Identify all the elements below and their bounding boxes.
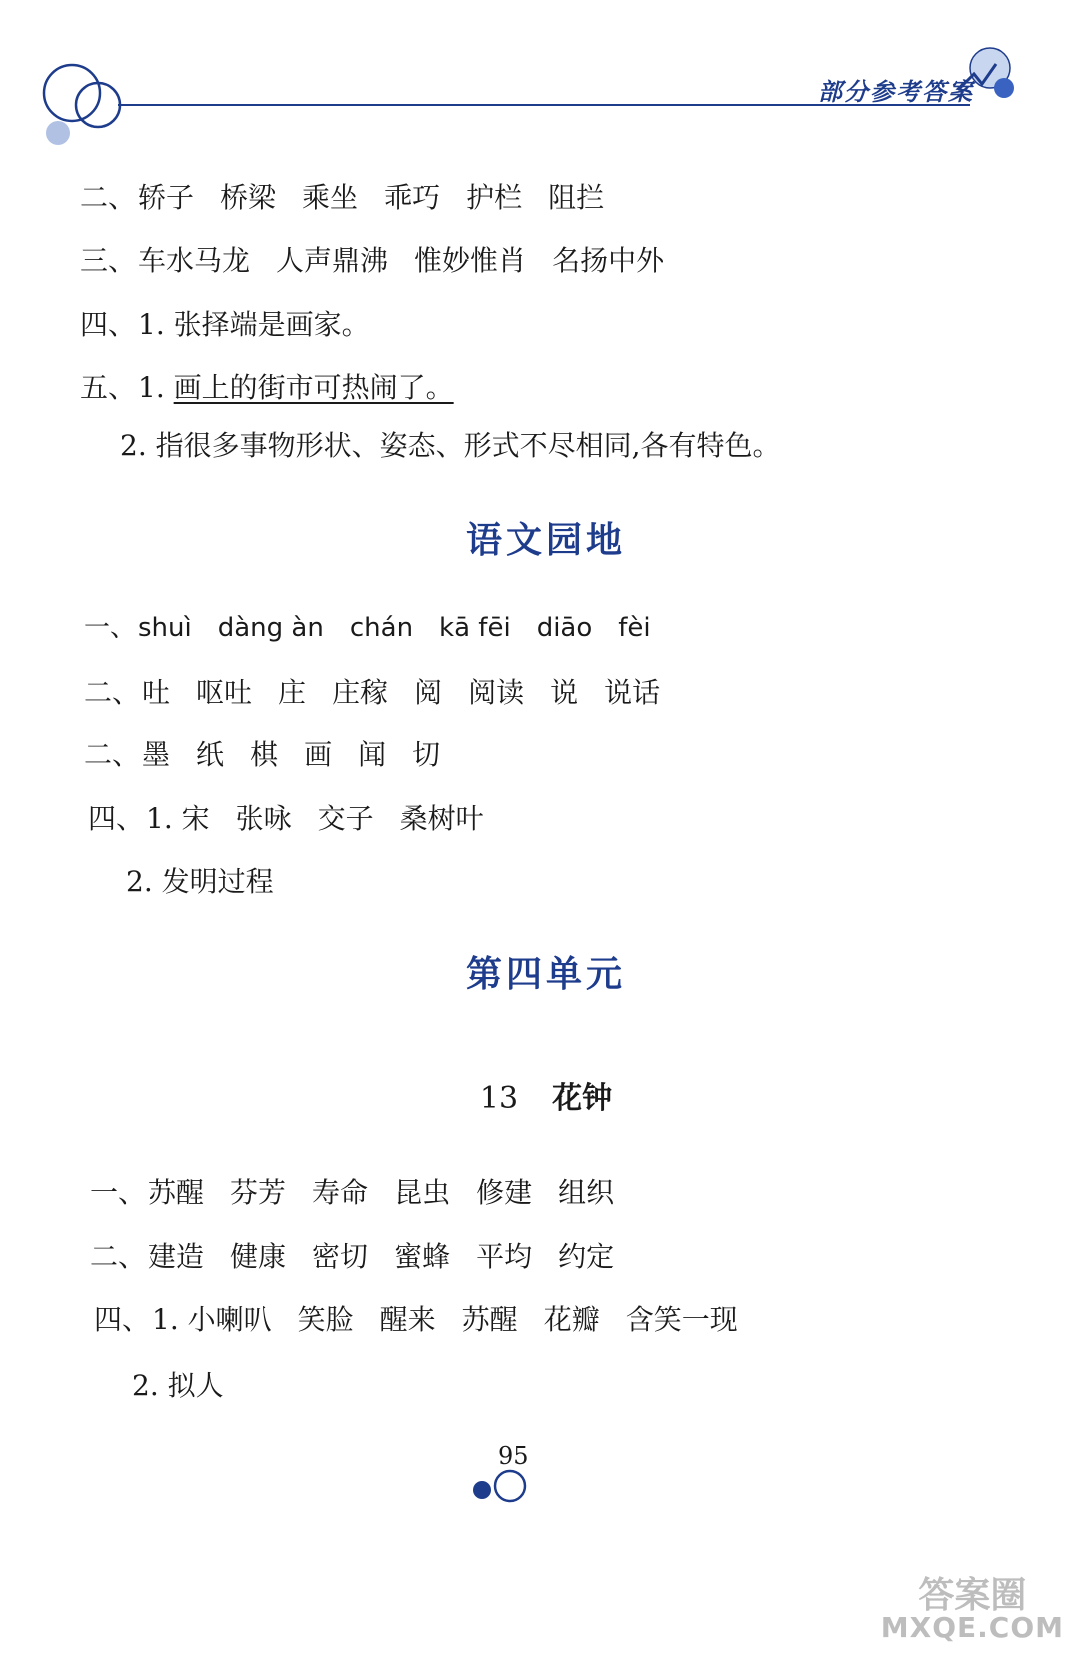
answer-line bbox=[84, 733, 440, 773]
answer-line bbox=[84, 671, 660, 711]
answer-word: 昆虫 bbox=[394, 1176, 451, 1209]
answer-word: 寿命 bbox=[312, 1176, 369, 1209]
answer-word: 1. 宋 bbox=[146, 802, 210, 835]
answer-word: 芬芳 bbox=[230, 1176, 287, 1209]
answer-word: 平均 bbox=[476, 1240, 533, 1273]
underlined-sentence: 画上的街市可热闹了。 bbox=[173, 371, 454, 404]
watermark-line: 答案圈 bbox=[918, 1575, 1027, 1616]
answer-line bbox=[90, 1235, 614, 1275]
pinyin-line bbox=[84, 607, 651, 644]
answer-word: 1. 张择端是画家。 bbox=[138, 308, 370, 341]
answer-word: 苏醒 bbox=[148, 1176, 205, 1209]
answer-word: 交子 bbox=[317, 802, 374, 835]
pinyin-word: chán bbox=[349, 613, 414, 643]
answer-word: 吐 bbox=[142, 676, 171, 709]
answer-word: 花瓣 bbox=[543, 1303, 600, 1336]
answer-word: 健康 bbox=[230, 1240, 287, 1273]
line-label: 二、 bbox=[80, 181, 137, 214]
line-label: 四、 bbox=[94, 1303, 151, 1336]
line-label: 五、 bbox=[80, 371, 137, 404]
answer-word: 建造 bbox=[148, 1240, 205, 1273]
lesson-title bbox=[0, 1073, 1092, 1117]
answer-word: 人声鼎沸 bbox=[276, 244, 389, 277]
header-title: 部分参考答案 bbox=[818, 78, 974, 106]
line-label: 三、 bbox=[80, 244, 137, 277]
answer-word: 护栏 bbox=[466, 181, 523, 214]
answer-word: 说话 bbox=[604, 676, 661, 709]
line-label: 二、 bbox=[84, 738, 141, 771]
answer-word: 呕吐 bbox=[196, 676, 253, 709]
answer-word: 笑脸 bbox=[297, 1303, 354, 1336]
page-number: 95 bbox=[498, 1442, 529, 1470]
answer-line bbox=[80, 176, 604, 216]
watermark-line: MXQE.COM bbox=[880, 1611, 1064, 1644]
answer-word: 庄稼 bbox=[332, 676, 389, 709]
answer-line bbox=[94, 1298, 738, 1338]
answer-word: 名扬中外 bbox=[552, 244, 665, 277]
header-ornament-icon bbox=[952, 44, 1022, 104]
answer-word: 说 bbox=[550, 676, 579, 709]
answer-word: 闻 bbox=[358, 738, 387, 771]
answer-line bbox=[126, 860, 274, 900]
header-circles-icon bbox=[40, 55, 150, 165]
answer-word: 阅 bbox=[414, 676, 443, 709]
answer-word: 醒来 bbox=[379, 1303, 436, 1336]
answer-word: 桑树叶 bbox=[399, 802, 484, 835]
answer-word: 阅读 bbox=[468, 676, 525, 709]
line-label: 二、 bbox=[84, 676, 141, 709]
answer-line bbox=[90, 1171, 614, 1211]
answer-word: 1. bbox=[138, 371, 174, 404]
line-label: 一、 bbox=[84, 613, 137, 643]
answer-word: 切 bbox=[412, 738, 441, 771]
lesson-name: 花钟 bbox=[552, 1081, 613, 1116]
pinyin-word: kā fēi bbox=[439, 613, 511, 643]
answer-line bbox=[88, 797, 484, 837]
answer-word: 组织 bbox=[558, 1176, 615, 1209]
pinyin-word: shuì bbox=[138, 613, 192, 643]
answer-word: 墨 bbox=[142, 738, 171, 771]
line-label: 二、 bbox=[90, 1240, 147, 1273]
pinyin-word: diāo bbox=[536, 613, 593, 643]
answer-word: 约定 bbox=[558, 1240, 615, 1273]
answer-word: 轿子 bbox=[138, 181, 195, 214]
section-heading: 语文园地 bbox=[465, 520, 626, 561]
answer-line bbox=[80, 303, 370, 343]
answer-word: 桥梁 bbox=[220, 181, 277, 214]
answer-word: 苏醒 bbox=[461, 1303, 518, 1336]
line-label: 四、 bbox=[88, 802, 145, 835]
answer-word: 修建 bbox=[476, 1176, 533, 1209]
answer-word: 纸 bbox=[196, 738, 225, 771]
answer-word: 乘坐 bbox=[302, 181, 359, 214]
answer-word: 张咏 bbox=[235, 802, 292, 835]
watermark-logo bbox=[880, 1575, 1064, 1644]
line-label: 四、 bbox=[80, 308, 137, 341]
answer-word: 2. 发明过程 bbox=[126, 865, 274, 898]
answer-line bbox=[80, 366, 454, 406]
answer-line bbox=[80, 239, 664, 279]
answer-word: 车水马龙 bbox=[138, 244, 251, 277]
answer-word: 庄 bbox=[278, 676, 307, 709]
answer-word: 2. 拟人 bbox=[132, 1369, 224, 1402]
answer-line bbox=[132, 1364, 224, 1404]
answer-line bbox=[120, 424, 781, 464]
answer-word: 2. 指很多事物形状、姿态、形式不尽相同,各有特色。 bbox=[120, 429, 781, 462]
pinyin-word: dàng àn bbox=[217, 613, 324, 643]
lesson-number: 13 bbox=[479, 1081, 519, 1116]
answer-word: 乖巧 bbox=[384, 181, 441, 214]
unit-heading: 第四单元 bbox=[465, 954, 626, 995]
answer-word: 密切 bbox=[312, 1240, 369, 1273]
answer-word: 含笑一现 bbox=[625, 1303, 738, 1336]
answer-word: 阻拦 bbox=[548, 181, 605, 214]
answer-word: 1. 小喇叭 bbox=[152, 1303, 272, 1336]
answer-word: 蜜蜂 bbox=[394, 1240, 451, 1273]
line-label: 一、 bbox=[90, 1176, 147, 1209]
pinyin-word: fèi bbox=[618, 613, 651, 643]
answer-word: 画 bbox=[304, 738, 333, 771]
answer-word: 棋 bbox=[250, 738, 279, 771]
answer-word: 惟妙惟肖 bbox=[414, 244, 527, 277]
footer-circles-icon bbox=[470, 1460, 540, 1505]
